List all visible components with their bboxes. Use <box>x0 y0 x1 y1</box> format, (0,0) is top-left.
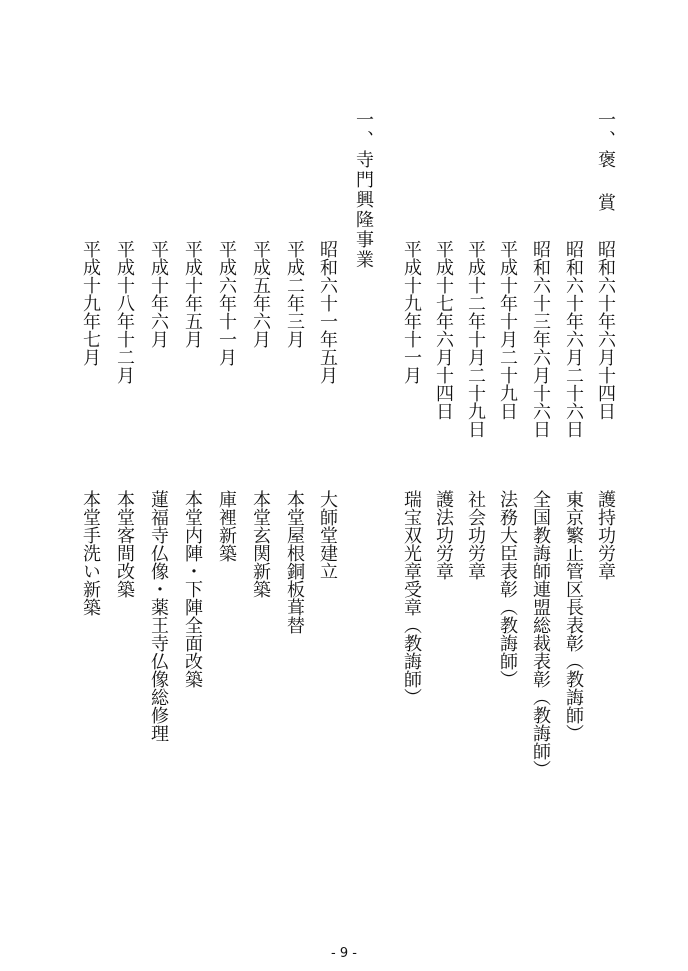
project-item-3: 本堂玄関新築 <box>250 490 271 598</box>
award-item-1: 護持功労章 <box>595 490 616 580</box>
project-item-4: 庫裡新築 <box>216 490 237 562</box>
project-item-5: 本堂内陣・下陣全面改築 <box>182 490 203 688</box>
award-date-7: 平成十九年十一月 <box>401 240 422 384</box>
project-date-4: 平成六年十一月 <box>216 240 237 366</box>
award-item-3: 全国教誨師連盟総裁表彰（教誨師） <box>530 490 551 778</box>
project-date-1: 昭和六十一年五月 <box>317 240 338 384</box>
project-date-8: 平成十九年七月 <box>80 240 101 366</box>
section-heading-awards: 一、褒 賞 <box>595 110 616 213</box>
project-item-7: 本堂客間改築 <box>114 490 135 598</box>
project-date-7: 平成十八年十二月 <box>114 240 135 384</box>
award-date-3: 昭和六十三年六月十六日 <box>530 240 551 438</box>
award-date-2: 昭和六十年六月二十六日 <box>563 240 584 438</box>
project-date-5: 平成十年五月 <box>182 240 203 348</box>
award-date-4: 平成十年十月二十九日 <box>497 240 518 420</box>
section-heading-temple-projects: 一、寺門興隆事業 <box>353 110 374 270</box>
award-date-6: 平成十七年六月十四日 <box>433 240 454 420</box>
page-number: - 9 - <box>331 946 357 961</box>
project-date-3: 平成五年六月 <box>250 240 271 348</box>
project-item-1: 大師堂建立 <box>317 490 338 580</box>
project-item-6: 蓮福寺仏像・薬王寺仏像総修理 <box>148 490 169 742</box>
project-date-6: 平成十年六月 <box>148 240 169 348</box>
award-item-7: 瑞宝双光章受章（教誨師） <box>401 490 422 706</box>
award-item-6: 護法功労章 <box>433 490 454 580</box>
award-item-4: 法務大臣表彰（教誨師） <box>497 490 518 688</box>
award-date-5: 平成十二年十月二十九日 <box>465 240 486 438</box>
project-date-2: 平成二年三月 <box>284 240 305 348</box>
award-date-1: 昭和六十年六月十四日 <box>595 240 616 420</box>
award-item-2: 東京繁止管区長表彰（教誨師） <box>563 490 584 742</box>
project-item-2: 本堂屋根銅板葺替 <box>284 490 305 634</box>
project-item-8: 本堂手洗い新築 <box>80 490 101 616</box>
award-item-5: 社会功労章 <box>465 490 486 580</box>
